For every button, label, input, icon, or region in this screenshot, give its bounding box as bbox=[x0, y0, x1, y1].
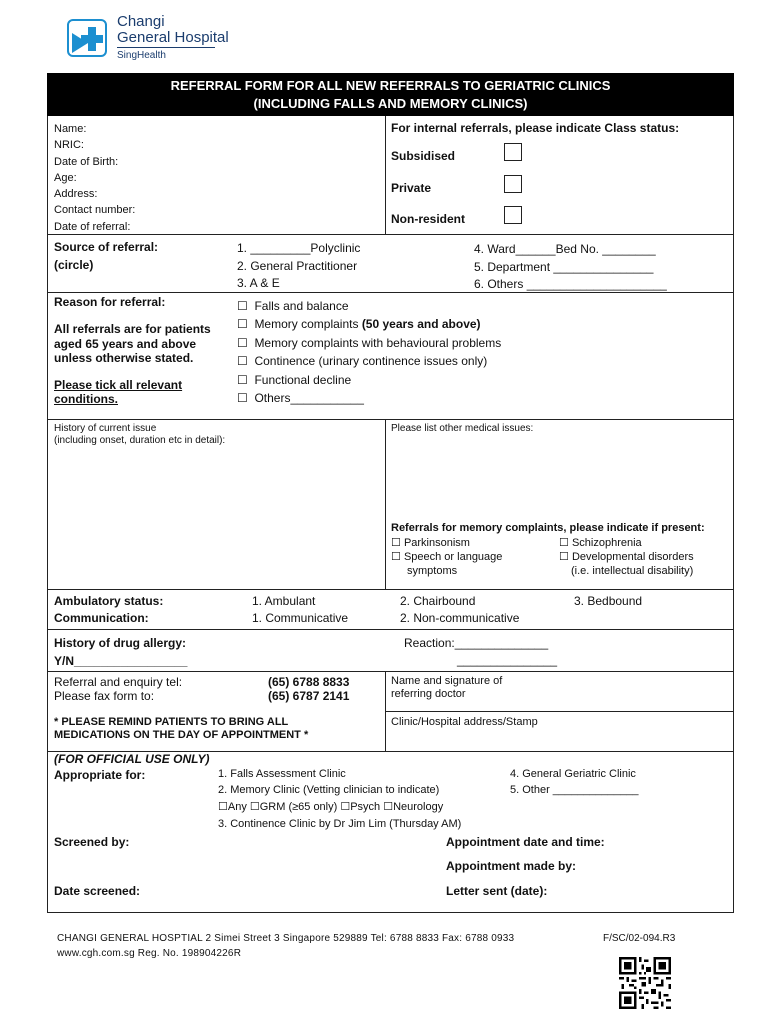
memory-options-right bbox=[559, 536, 694, 578]
dob-field[interactable]: Date of Birth: bbox=[54, 155, 119, 168]
appropriate-label: Appropriate for: bbox=[54, 768, 146, 782]
reaction-field[interactable]: Reaction:______________ bbox=[404, 636, 549, 650]
logo-name-line2: General Hospital bbox=[117, 29, 229, 46]
remind-note-line: MEDICATIONS ON THE DAY OF APPOINTMENT * bbox=[54, 729, 309, 741]
fax-number: (65) 6787 2141 bbox=[268, 689, 350, 703]
private-label: Private bbox=[391, 181, 432, 195]
reason-continence-label: Continence (urinary continence issues only) bbox=[254, 354, 488, 369]
official-use-heading: (FOR OFFICIAL USE ONLY) bbox=[54, 752, 210, 766]
memory-schizophrenia-label: Schizophrenia bbox=[571, 537, 642, 549]
source-options-right bbox=[474, 241, 667, 294]
divider bbox=[47, 671, 734, 672]
date-referral-field[interactable]: Date of referral: bbox=[54, 220, 131, 233]
memory-developmental-label: Developmental disorders bbox=[571, 551, 694, 563]
signature-label-line: referring doctor bbox=[391, 688, 466, 700]
history-label bbox=[54, 423, 225, 447]
frame-right bbox=[733, 116, 734, 912]
communication-communicative[interactable]: 1. Communicative bbox=[252, 611, 349, 625]
stamp-label[interactable]: Clinic/Hospital address/Stamp bbox=[391, 716, 538, 728]
qr-code-icon bbox=[619, 957, 671, 1009]
tick-instruction-line: conditions. bbox=[54, 392, 118, 406]
letter-sent-field[interactable]: Letter sent (date): bbox=[446, 884, 548, 898]
tick-instruction bbox=[54, 378, 182, 406]
reason-continence[interactable] bbox=[237, 352, 501, 370]
memory-speech[interactable] bbox=[391, 550, 502, 564]
form-title-line1: REFERRAL FORM FOR ALL NEW REFERRALS TO GERIATRIC CLINICS bbox=[170, 78, 611, 93]
memory-developmental[interactable] bbox=[559, 550, 694, 564]
reason-note bbox=[54, 322, 211, 366]
subsidised-label: Subsidised bbox=[391, 149, 456, 163]
memory-developmental-label-2: (i.e. intellectual disability) bbox=[571, 565, 694, 577]
tel-number: (65) 6788 8833 bbox=[268, 675, 350, 689]
class-status-heading: For internal referrals, please indicate Class status: bbox=[391, 121, 680, 135]
source-option-others[interactable]: 6. Others _____________________ bbox=[474, 277, 667, 291]
memory-clinic-options[interactable]: ☐Any ☐GRM (≥65 only) ☐Psych ☐Neurology bbox=[218, 801, 444, 813]
tel-label: Referral and enquiry tel: bbox=[54, 675, 183, 689]
reason-label: Reason for referral: bbox=[54, 295, 166, 309]
logo-divider bbox=[117, 47, 215, 48]
memory-parkinsonism-label: Parkinsonism bbox=[403, 537, 470, 549]
non-resident-label: Non-resident bbox=[391, 212, 466, 226]
form-code: F/SC/02-094.R3 bbox=[603, 933, 676, 944]
option-other[interactable]: 5. Other ______________ bbox=[510, 784, 639, 796]
reason-functional[interactable] bbox=[237, 371, 501, 389]
name-field[interactable]: Name: bbox=[54, 123, 87, 135]
divider bbox=[385, 711, 734, 712]
communication-non-communicative[interactable]: 2. Non-communicative bbox=[400, 611, 520, 625]
history-label-line: History of current issue bbox=[54, 423, 157, 434]
reason-memory-behaviour-label: Memory complaints with behavioural problems bbox=[254, 335, 502, 350]
checkbox-icon bbox=[237, 299, 248, 313]
divider bbox=[47, 419, 734, 420]
address-field[interactable]: Address: bbox=[54, 188, 98, 201]
private-checkbox[interactable] bbox=[504, 175, 522, 193]
checkbox-icon bbox=[391, 551, 401, 563]
ambulatory-label: Ambulatory status: bbox=[54, 594, 164, 608]
reason-memory-age: (50 years and above) bbox=[361, 317, 481, 332]
age-field[interactable]: Age: bbox=[54, 171, 77, 184]
logo-subtitle: SingHealth bbox=[117, 50, 166, 61]
checkbox-icon bbox=[237, 336, 248, 350]
nric-field[interactable]: NRIC: bbox=[54, 139, 84, 152]
source-option-ae[interactable]: 3. A & E bbox=[237, 276, 280, 290]
patient-details bbox=[54, 121, 135, 235]
date-screened-field[interactable]: Date screened: bbox=[54, 884, 141, 898]
option-falls-clinic[interactable]: 1. Falls Assessment Clinic bbox=[218, 768, 346, 780]
source-circle-note: (circle) bbox=[54, 258, 94, 272]
logo-name-line1: Changi bbox=[117, 13, 165, 30]
memory-schizophrenia[interactable] bbox=[559, 536, 694, 550]
source-option-polyclinic[interactable]: 1. _________Polyclinic bbox=[237, 241, 361, 255]
remind-note-line: * PLEASE REMIND PATIENTS TO BRING ALL bbox=[54, 716, 289, 728]
reason-memory[interactable] bbox=[237, 315, 501, 333]
divider bbox=[47, 629, 734, 630]
source-label: Source of referral: bbox=[54, 240, 159, 254]
divider bbox=[47, 589, 734, 590]
divider bbox=[47, 292, 734, 293]
non-resident-checkbox[interactable] bbox=[504, 206, 522, 224]
reason-functional-label: Functional decline bbox=[254, 372, 352, 387]
source-options-left bbox=[237, 240, 360, 293]
divider bbox=[47, 234, 734, 235]
reason-others-label: Others___________ bbox=[254, 391, 364, 406]
reason-note-line: aged 65 years and above bbox=[54, 336, 197, 351]
memory-parkinsonism[interactable] bbox=[391, 536, 502, 550]
reason-others[interactable] bbox=[237, 389, 501, 407]
reason-memory-behaviour[interactable] bbox=[237, 334, 501, 352]
subsidised-checkbox[interactable] bbox=[504, 143, 522, 161]
option-general-geriatric[interactable]: 4. General Geriatric Clinic bbox=[510, 768, 636, 780]
hospital-logo-icon bbox=[67, 19, 107, 57]
checkbox-icon bbox=[237, 373, 248, 387]
memory-speech-label: Speech or language bbox=[403, 551, 503, 563]
ambulatory-bedbound[interactable]: 3. Bedbound bbox=[574, 594, 643, 608]
reason-falls[interactable] bbox=[237, 297, 501, 315]
reason-falls-label: Falls and balance bbox=[254, 299, 349, 313]
ambulatory-chairbound[interactable]: 2. Chairbound bbox=[400, 594, 476, 608]
checkbox-icon bbox=[237, 317, 248, 331]
checkbox-icon bbox=[559, 537, 569, 549]
signature-label-line: Name and signature of bbox=[391, 675, 503, 687]
source-option-ward[interactable]: 4. Ward______Bed No. ________ bbox=[474, 242, 656, 256]
form-title-band bbox=[47, 73, 734, 116]
screened-by-field[interactable]: Screened by: bbox=[54, 835, 130, 849]
memory-speech-label-2: symptoms bbox=[407, 565, 458, 577]
communication-label: Communication: bbox=[54, 611, 149, 625]
tick-instruction-line: Please tick all relevant bbox=[54, 378, 183, 392]
frame-bottom bbox=[47, 912, 734, 913]
divider bbox=[385, 116, 386, 234]
frame-left bbox=[47, 116, 48, 912]
reason-note-line: unless otherwise stated. bbox=[54, 351, 194, 365]
reason-note-line: All referrals are for patients bbox=[54, 322, 211, 336]
memory-options-left bbox=[391, 536, 502, 578]
option-memory-clinic[interactable]: 2. Memory Clinic (Vetting clinician to indicate) bbox=[218, 784, 440, 796]
source-option-department[interactable]: 5. Department _______________ bbox=[474, 259, 654, 274]
remind-note bbox=[54, 716, 308, 742]
signature-label[interactable] bbox=[391, 675, 502, 701]
checkbox-icon bbox=[391, 537, 401, 549]
history-label-line: (including onset, duration etc in detail): bbox=[54, 435, 226, 446]
memory-indicate-heading: Referrals for memory complaints, please indicate if present: bbox=[391, 522, 705, 534]
form-title-line2: (INCLUDING FALLS AND MEMORY CLINICS) bbox=[253, 96, 528, 111]
other-issues-label: Please list other medical issues: bbox=[391, 423, 534, 434]
option-continence-clinic[interactable]: 3. Continence Clinic by Dr Jim Lim (Thursday AM) bbox=[218, 818, 462, 830]
checkbox-icon bbox=[237, 354, 248, 368]
contact-field[interactable]: Contact number: bbox=[54, 204, 136, 217]
appointment-datetime-field[interactable]: Appointment date and time: bbox=[446, 835, 605, 849]
footer-address: CHANGI GENERAL HOSPTIAL 2 Simei Street 3 Singapore 529889 Tel: 6788 8833 Fax: 6788 0933 bbox=[57, 933, 515, 944]
fax-label: Please fax form to: bbox=[54, 689, 155, 703]
checkbox-icon bbox=[559, 551, 569, 563]
allergy-yn-field[interactable]: Y/N_________________ bbox=[54, 654, 188, 668]
reason-memory-label: Memory complaints bbox=[254, 317, 362, 332]
divider bbox=[385, 419, 386, 589]
checkbox-icon bbox=[237, 391, 248, 405]
ambulatory-ambulant[interactable]: 1. Ambulant bbox=[252, 594, 316, 608]
reason-options bbox=[237, 297, 501, 407]
source-option-gp[interactable]: 2. General Practitioner bbox=[237, 258, 358, 273]
footer-website: www.cgh.com.sg Reg. No. 198904226R bbox=[57, 948, 242, 959]
appointment-made-by-field[interactable]: Appointment made by: bbox=[446, 859, 577, 873]
allergy-label: History of drug allergy: bbox=[54, 636, 187, 650]
reaction-field-line2[interactable]: _______________ bbox=[457, 653, 558, 667]
